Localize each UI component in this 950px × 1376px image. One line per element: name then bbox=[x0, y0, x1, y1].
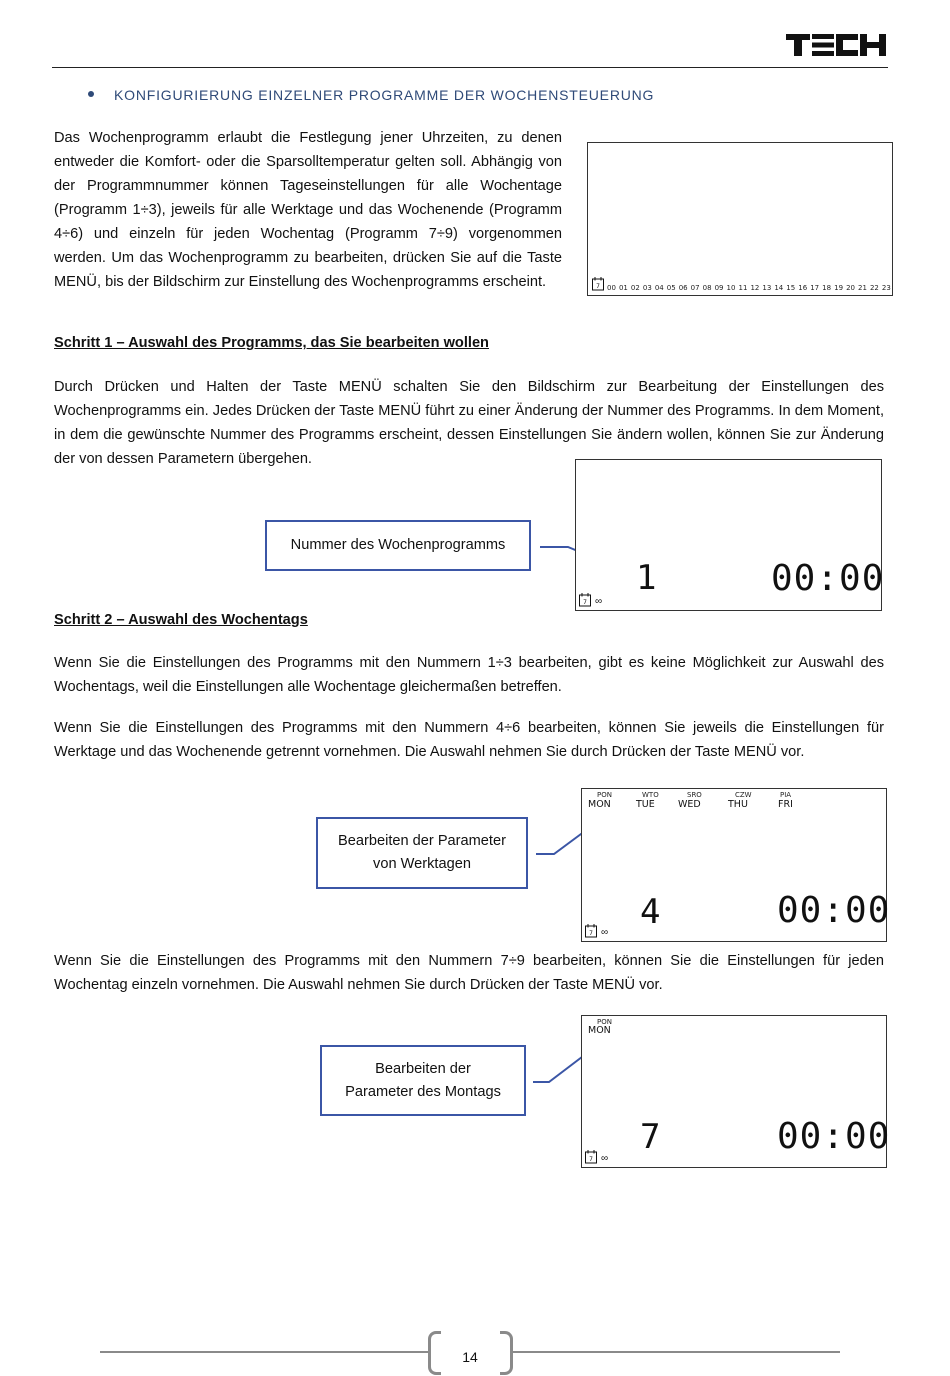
step2-paragraph-2: Wenn Sie die Einstellungen des Programms mit den Nummern 4÷6 bearbeiten, können Sie jeweils die Einstellungen für Werktage und das Wochenende getrennt vornehmen. Die Auswahl nehmen Sie durch Drücken der Taste MENÜ vor. bbox=[54, 720, 884, 760]
hour-label: 19 bbox=[834, 284, 844, 292]
calendar-icon bbox=[579, 593, 592, 607]
day-pl: WTO bbox=[642, 791, 659, 799]
day-pl: SRO bbox=[687, 791, 702, 799]
lcd-screen-step3 bbox=[581, 1015, 891, 1168]
lcd-screen-overview bbox=[587, 142, 893, 296]
bullet-icon bbox=[88, 91, 94, 97]
hour-label: 10 bbox=[726, 284, 736, 292]
hour-label: 01 bbox=[618, 284, 628, 292]
hour-label: 22 bbox=[869, 284, 879, 292]
day-en: WED bbox=[678, 799, 701, 810]
hour-label: 18 bbox=[822, 284, 832, 292]
hour-label: 17 bbox=[810, 284, 820, 292]
hour-label: 15 bbox=[786, 284, 796, 292]
section-heading-text: KONFIGURIERUNG EINZELNER PROGRAMME DER WOCHENSTEUERUNG bbox=[114, 87, 655, 103]
callout-workdays bbox=[316, 817, 528, 889]
footer-rule-left bbox=[100, 1351, 430, 1353]
step2-paragraph-1: Wenn Sie die Einstellungen des Programms mit den Nummern 1÷3 bearbeiten, gibt es keine Möglichkeit zur Auswahl des Wochentags, weil die Einstellungen alle Wochentage gleichermaßen betreffen. bbox=[54, 655, 884, 695]
calendar-icon bbox=[585, 924, 598, 938]
infinity-icon: ∞ bbox=[601, 1153, 609, 1164]
hour-label: 07 bbox=[690, 284, 700, 292]
hour-label: 23 bbox=[881, 284, 891, 292]
lcd-program-number: 4 bbox=[640, 892, 661, 932]
day-pl: PON bbox=[597, 791, 612, 799]
step1-paragraph: Durch Drücken und Halten der Taste MENÜ schalten Sie den Bildschirm zur Bearbeitung der Einstellungen des Wochenprogramms ein. Jedes Drücken der Taste MENÜ führt zu einer Änderung der Nummer des Programms. In dem Moment, in dem die gewünschte Nummer des Programms erscheint, dessen Einstellungen Sie ändern wollen, können Sie zur Änderung der von dessen Parametern übergehen. bbox=[54, 379, 884, 467]
hour-label: 12 bbox=[750, 284, 760, 292]
callout-monday-line1: Bearbeiten der bbox=[375, 1060, 471, 1077]
calendar-icon bbox=[585, 1150, 598, 1164]
header-rule bbox=[52, 67, 888, 68]
hour-label: 03 bbox=[642, 284, 652, 292]
day-pl: CZW bbox=[735, 791, 752, 799]
hour-label: 08 bbox=[702, 284, 712, 292]
callout-monday bbox=[320, 1045, 526, 1116]
infinity-icon: ∞ bbox=[601, 927, 609, 938]
lcd-screen-step1 bbox=[575, 459, 885, 611]
svg-text:7: 7 bbox=[589, 1156, 593, 1163]
lcd-screen-step2 bbox=[581, 788, 891, 942]
weekday-labels bbox=[586, 791, 806, 813]
footer-bracket-left bbox=[428, 1331, 441, 1375]
infinity-icon: ∞ bbox=[595, 596, 603, 607]
hour-label: 04 bbox=[654, 284, 664, 292]
hour-label: 09 bbox=[714, 284, 724, 292]
day-en: FRI bbox=[778, 799, 793, 810]
hour-label: 14 bbox=[774, 284, 784, 292]
lcd-time: 00:00 bbox=[777, 890, 891, 931]
lcd-program-number: 1 bbox=[636, 558, 657, 598]
svg-text:7: 7 bbox=[596, 283, 600, 290]
hours-row bbox=[607, 284, 891, 292]
hour-label: 00 bbox=[607, 284, 616, 292]
step1-title: Schritt 1 – Auswahl des Programms, das Sie bearbeiten wollen bbox=[54, 335, 489, 351]
section-heading bbox=[88, 87, 654, 103]
lcd-program-number: 7 bbox=[640, 1117, 661, 1157]
footer-rule-right bbox=[510, 1351, 840, 1353]
step2-title: Schritt 2 – Auswahl des Wochentags bbox=[54, 612, 308, 628]
hour-label: 20 bbox=[846, 284, 855, 292]
day-pl: PON bbox=[597, 1018, 612, 1026]
day-en: TUE bbox=[636, 799, 655, 810]
hour-label: 05 bbox=[666, 284, 676, 292]
lcd-time: 00:00 bbox=[777, 1116, 891, 1157]
lcd-time: 00:00 bbox=[771, 558, 885, 599]
callout-monday-line2: Parameter des Montags bbox=[345, 1083, 501, 1100]
hour-label: 11 bbox=[738, 284, 748, 292]
day-en: MON bbox=[588, 799, 611, 810]
callout-program-number-text: Nummer des Wochenprogramms bbox=[290, 537, 506, 553]
calendar-icon bbox=[592, 277, 605, 291]
hour-label: 21 bbox=[858, 284, 867, 292]
hour-label: 02 bbox=[630, 284, 640, 292]
intro-paragraph: Das Wochenprogramm erlaubt die Festlegung jener Uhrzeiten, zu denen entweder die Komfort- oder die Sparsolltemperatur gelten soll. Abhängig von der Programmnummer können Tageseinstellungen für alle Wochentage (Programm 1÷3), jeweils für alle Werktage und das Wochenende (Programm 4÷6) und einzeln für jeden Wochentag (Programm 7÷9) vorgenommen werden. Um das Wochenprogramm zu bearbeiten, drücken Sie auf die Taste MENÜ, bis der Bildschirm zur Einstellung des Wochenprogramms erscheint. bbox=[54, 130, 562, 290]
hour-label: 13 bbox=[762, 284, 772, 292]
svg-text:7: 7 bbox=[583, 599, 587, 606]
callout-workdays-line2: von Werktagen bbox=[373, 856, 471, 872]
hour-label: 16 bbox=[798, 284, 808, 292]
callout-workdays-line1: Bearbeiten der Parameter bbox=[338, 833, 506, 849]
day-en: MON bbox=[588, 1025, 611, 1036]
tech-logo bbox=[786, 34, 886, 56]
svg-text:7: 7 bbox=[589, 930, 593, 937]
step2-paragraph-3: Wenn Sie die Einstellungen des Programms mit den Nummern 7÷9 bearbeiten, können Sie die Einstellungen für jeden Wochentag einzeln vornehmen. Die Auswahl nehmen Sie durch Drücken der Taste MENÜ vor. bbox=[54, 953, 884, 993]
day-en: THU bbox=[728, 799, 748, 810]
callout-program-number bbox=[265, 520, 531, 571]
day-pl: PIA bbox=[780, 791, 792, 799]
page-number: 14 bbox=[462, 1349, 478, 1365]
footer-bracket-right bbox=[500, 1331, 513, 1375]
hour-label: 06 bbox=[678, 284, 688, 292]
